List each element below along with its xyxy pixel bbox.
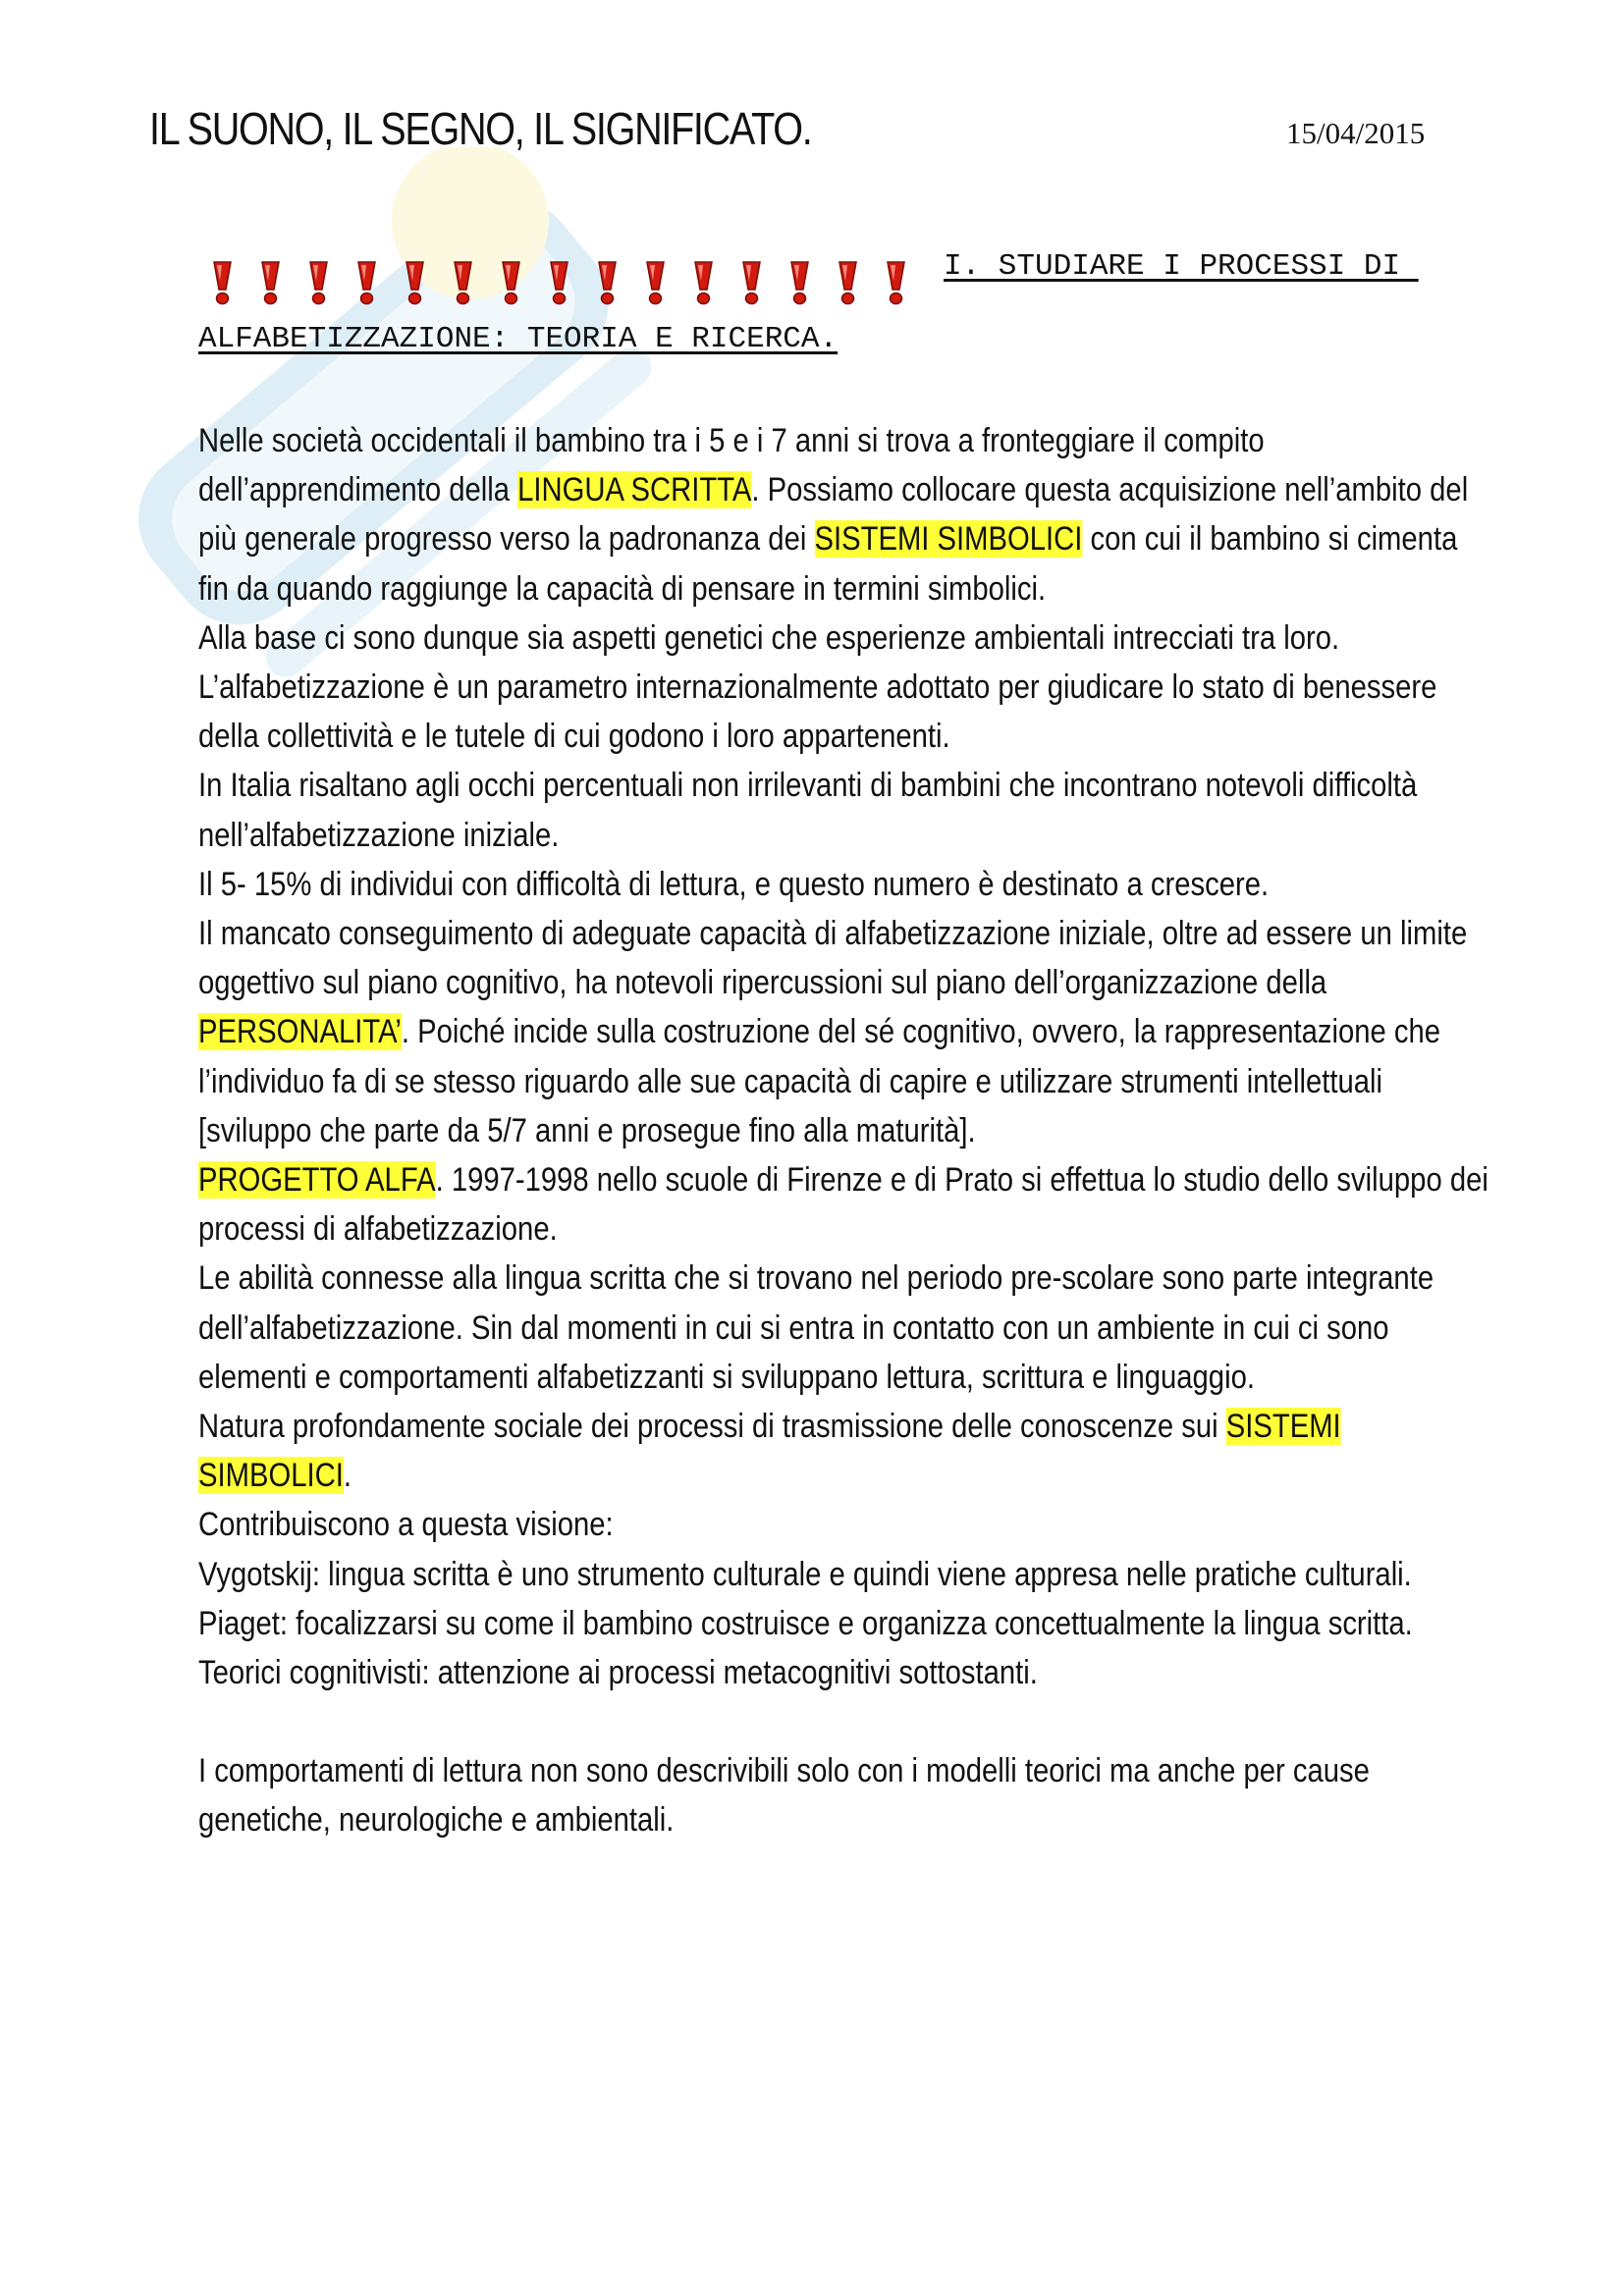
exclamation-icon — [352, 259, 381, 306]
exclamation-icon — [497, 259, 525, 306]
text-span: con cui il bambino si cimenta fin da quando raggiunge la capacità di pensare in termini simbolici. — [198, 520, 1458, 608]
exclamation-icon — [737, 259, 766, 306]
paragraph: Teorici cognitivisti: attenzione ai processi metacognitivi sottostanti. — [198, 1654, 1038, 1692]
paragraph: L’alfabetizzazione è un parametro internazionalmente adottato per giudicare lo stato di benessere della collettività e le tutele di cui godono i loro appartenenti. — [198, 668, 1437, 756]
exclamation-icon — [785, 259, 814, 306]
text-span: Nelle società occidentali il bambino tra i 5 e i 7 anni si trova a fronteggiare il compito dell’apprendimento della — [198, 422, 1265, 509]
highlight-sistemi-simbolici: SISTEMI SIMBOLICI — [814, 520, 1083, 559]
paragraph: Alla base ci sono dunque sia aspetti genetici che esperienze ambientali intrecciati tra loro. — [198, 618, 1340, 657]
page-title: IL SUONO, IL SEGNO, IL SIGNIFICATO. — [149, 103, 812, 154]
exclamation-icon — [593, 259, 622, 306]
paragraph: Vygotskij: lingua scritta è uno strumento culturale e quindi viene appresa nelle pratiche culturali. — [198, 1555, 1412, 1593]
text-span: Natura profondamente sociale dei processi di trasmissione delle conoscenze sui — [198, 1408, 1226, 1446]
exclamation-icon — [208, 259, 237, 306]
paragraph: Contribuiscono a questa visione: — [198, 1506, 614, 1544]
exclamation-icon — [401, 259, 429, 306]
exclamation-icon — [882, 259, 910, 306]
paragraph — [198, 1155, 1490, 1254]
exclamation-icon — [449, 259, 477, 306]
exclamation-icon — [689, 259, 718, 306]
paragraph — [198, 909, 1490, 1155]
text-span: . Poiché incide sulla costruzione del sé cognitivo, ovvero, la rappresentazione che l’individuo fa di se stesso riguardo alle sue capacità di capire e utilizzare strumenti intellettuali [sviluppo che parte da 5/7 anni e prosegue fino alla maturità]. — [198, 1013, 1441, 1149]
paragraph: Le abilità connesse alla lingua scritta che si trovano nel periodo pre-scolare sono parte integrante dell’alfabetizzazione. Sin dal momenti in cui si entra in contatto con un ambiente in cui ci sono elementi e comportamenti alfabetizzanti si sviluppano lettura, scrittura e linguaggio. — [198, 1259, 1434, 1396]
paragraph: In Italia risaltano agli occhi percentuali non irrilevanti di bambini che incontrano notevoli difficoltà nell’alfabetizzazione iniziale. — [198, 767, 1418, 854]
body-text — [198, 416, 1490, 1845]
paragraph: Piaget: focalizzarsi su come il bambino costruisce e organizza concettualmente la lingua scritta. — [198, 1604, 1413, 1642]
exclamation-icon — [641, 259, 670, 306]
highlight-lingua-scritta: LINGUA SCRITTA — [517, 471, 752, 509]
paragraph — [198, 416, 1490, 614]
page-date: 15/04/2015 — [1286, 116, 1426, 150]
spacer — [198, 1697, 1490, 1746]
exclamation-icon — [834, 259, 862, 306]
text-span: . — [343, 1457, 352, 1495]
highlight-personalita: PERSONALITA’ — [198, 1013, 402, 1051]
text-span: . 1997-1998 nello scuole di Firenze e di Prato si effettua lo studio dello sviluppo dei processi di alfabetizzazione. — [198, 1161, 1488, 1249]
exclamation-icon — [304, 259, 333, 306]
highlight-progetto-alfa: PROGETTO ALFA — [198, 1161, 436, 1200]
highlight-sistemi-simbolici-2: SISTEMI SIMBOLICI — [198, 1408, 1341, 1495]
exclamation-icon — [545, 259, 573, 306]
exclamation-icon — [256, 259, 285, 306]
paragraph: Il 5- 15% di individui con difficoltà di lettura, e questo numero è destinato a crescere. — [198, 865, 1270, 903]
section-title-line1: I. STUDIARE I PROCESSI DI — [944, 249, 1419, 284]
text-span: . Possiamo collocare questa acquisizione nell’ambito del più generale progresso verso la padronanza dei — [198, 471, 1469, 559]
exclamation-marks-row — [208, 257, 910, 306]
paragraph — [198, 1402, 1490, 1500]
paragraph: I comportamenti di lettura non sono descrivibili solo con i modelli teorici ma anche per cause genetiche, neurologiche e ambientali. — [198, 1752, 1370, 1840]
section-title-line2: ALFABETIZZAZIONE: TEORIA E RICERCA. — [198, 322, 839, 356]
text-span: Il mancato conseguimento di adeguate capacità di alfabetizzazione iniziale, oltre ad essere un limite oggettivo sul piano cognitivo, ha notevoli ripercussioni sul piano dell’organizzazione della — [198, 915, 1468, 1002]
